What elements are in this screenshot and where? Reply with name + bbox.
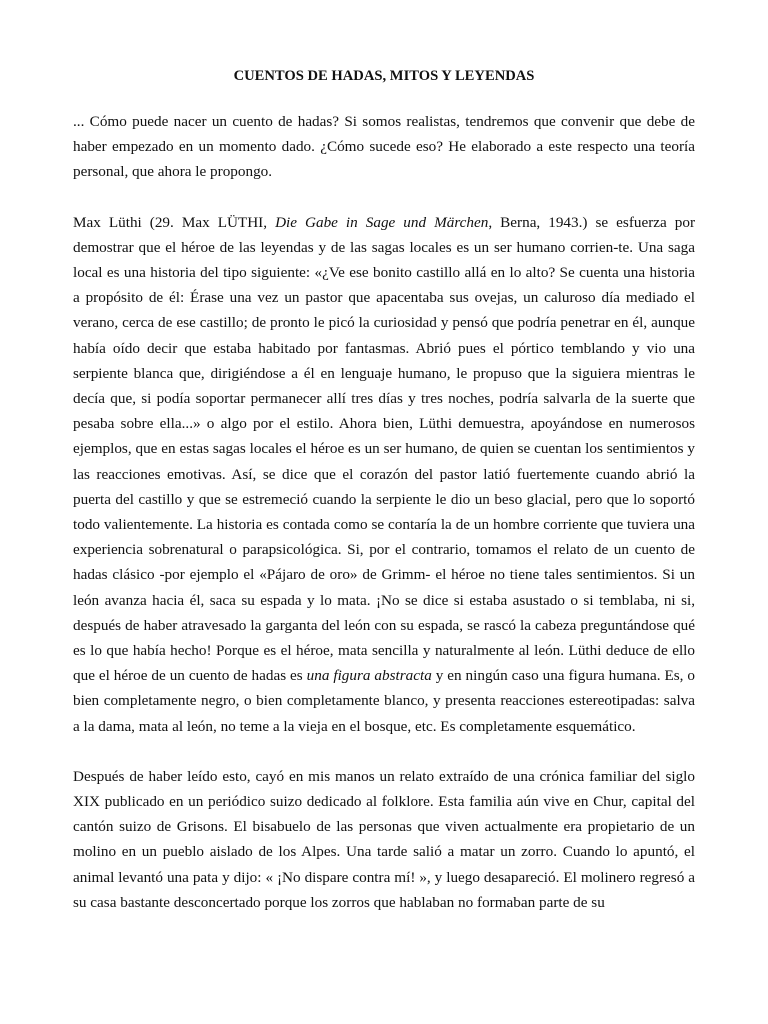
paragraph-luthi <box>73 210 695 739</box>
paragraph-luthi-text-1: Max Lüthi (29. Max LÜTHI, <box>73 213 276 231</box>
paragraph-luthi-text-2: , Berna, 1943.) se esfuerza por demostrar que el héroe de las leyendas y de las sagas locales es un ser humano corrien-te. Una saga local es una historia del tipo siguiente: «¿Ve ese bonito castillo allá en lo alto? Se cuenta una historia a propósito de él: Érase una vez un pastor que apacentaba sus ovejas, un caluroso día mediado el verano, cerca de ese castillo; de pronto le picó la curiosidad y pensó que podría penetrar en él, aunque había oído decir que estaba habitado por fantasmas. Abrió pues el pórtico temblando y vio una serpiente blanca que, dirigiéndose a él en lenguaje humano, le propuso que la siguiera mientras le decía que, si podía soportar permanecer allí tres días y tres noches, podría salvarla de la suerte que pesaba sobre ella...» o algo por el estilo. Ahora bien, Lüthi demuestra, apoyándose en numerosos ejemplos, que en estas sagas locales el héroe es un ser humano, de quien se cuentan los sentimientos y las reacciones emotivas. Así, se dice que el corazón del pastor latió fuertemente cuando abrió la puerta del castillo y que se estremeció cuando la serpiente le dio un beso glacial, pero que lo soportó todo valientemente. La historia es contada como se contaría la de un hombre corriente que tuviera una experiencia sobrenatural o parapsicológica. Si, por el contrario, tomamos el relato de un cuento de hadas clásico -por ejemplo el «Pájaro de oro» de Grimm- el héroe no tiene tales sentimientos. Si un león avanza hacia él, saca su espada y lo mata. ¡No se dice si estaba asustado o si temblaba, ni si, después de haber atravesado la garganta del león con su espada, se rascó la cabeza preguntándose qué es lo que había hecho! Porque es el héroe, mata sencilla y naturalmente al león. Lüthi deduce de ello que el héroe de un cuento de hadas es <box>73 213 696 685</box>
emphasis-abstract-figure: una figura abstracta <box>306 667 432 685</box>
document-page <box>73 66 695 915</box>
book-title: Die Gabe in Sage und Märchen <box>275 213 489 231</box>
paragraph-intro: ... Cómo puede nacer un cuento de hadas? Si somos realistas, tendremos que convenir que debe de haber empezado en un momento dado. ¿Cómo sucede eso? He elaborado a este respecto una teoría personal, que ahora le propongo. <box>73 113 695 181</box>
document-title: CUENTOS DE HADAS, MITOS Y LEYENDAS <box>233 68 535 84</box>
paragraph-chronicle: Después de haber leído esto, cayó en mis manos un relato extraído de una crónica familiar del siglo XIX publicado en un periódico suizo dedicado al folklore. Esta familia aún vive en Chur, capital del cantón suizo de Grisons. El bisabuelo de las personas que viven actualmente era propietario de un molino en un pueblo aislado de los Alpes. Una tarde salió a matar un zorro. Cuando lo apuntó, el animal levantó una pata y dijo: « ¡No dispare contra mí! », y luego desapareció. El molinero regresó a su casa bastante desconcertado porque los zorros que hablaban no formaban parte de su <box>73 767 695 911</box>
paragraph-luthi-text-3: y en ningún caso una figura humana. Es, o bien completamente negro, o bien completamente blanco, y presenta reacciones estereotipadas: salva a la dama, mata al león, no teme a la vieja en el bosque, etc. Es completamente esquemático. <box>73 667 696 735</box>
